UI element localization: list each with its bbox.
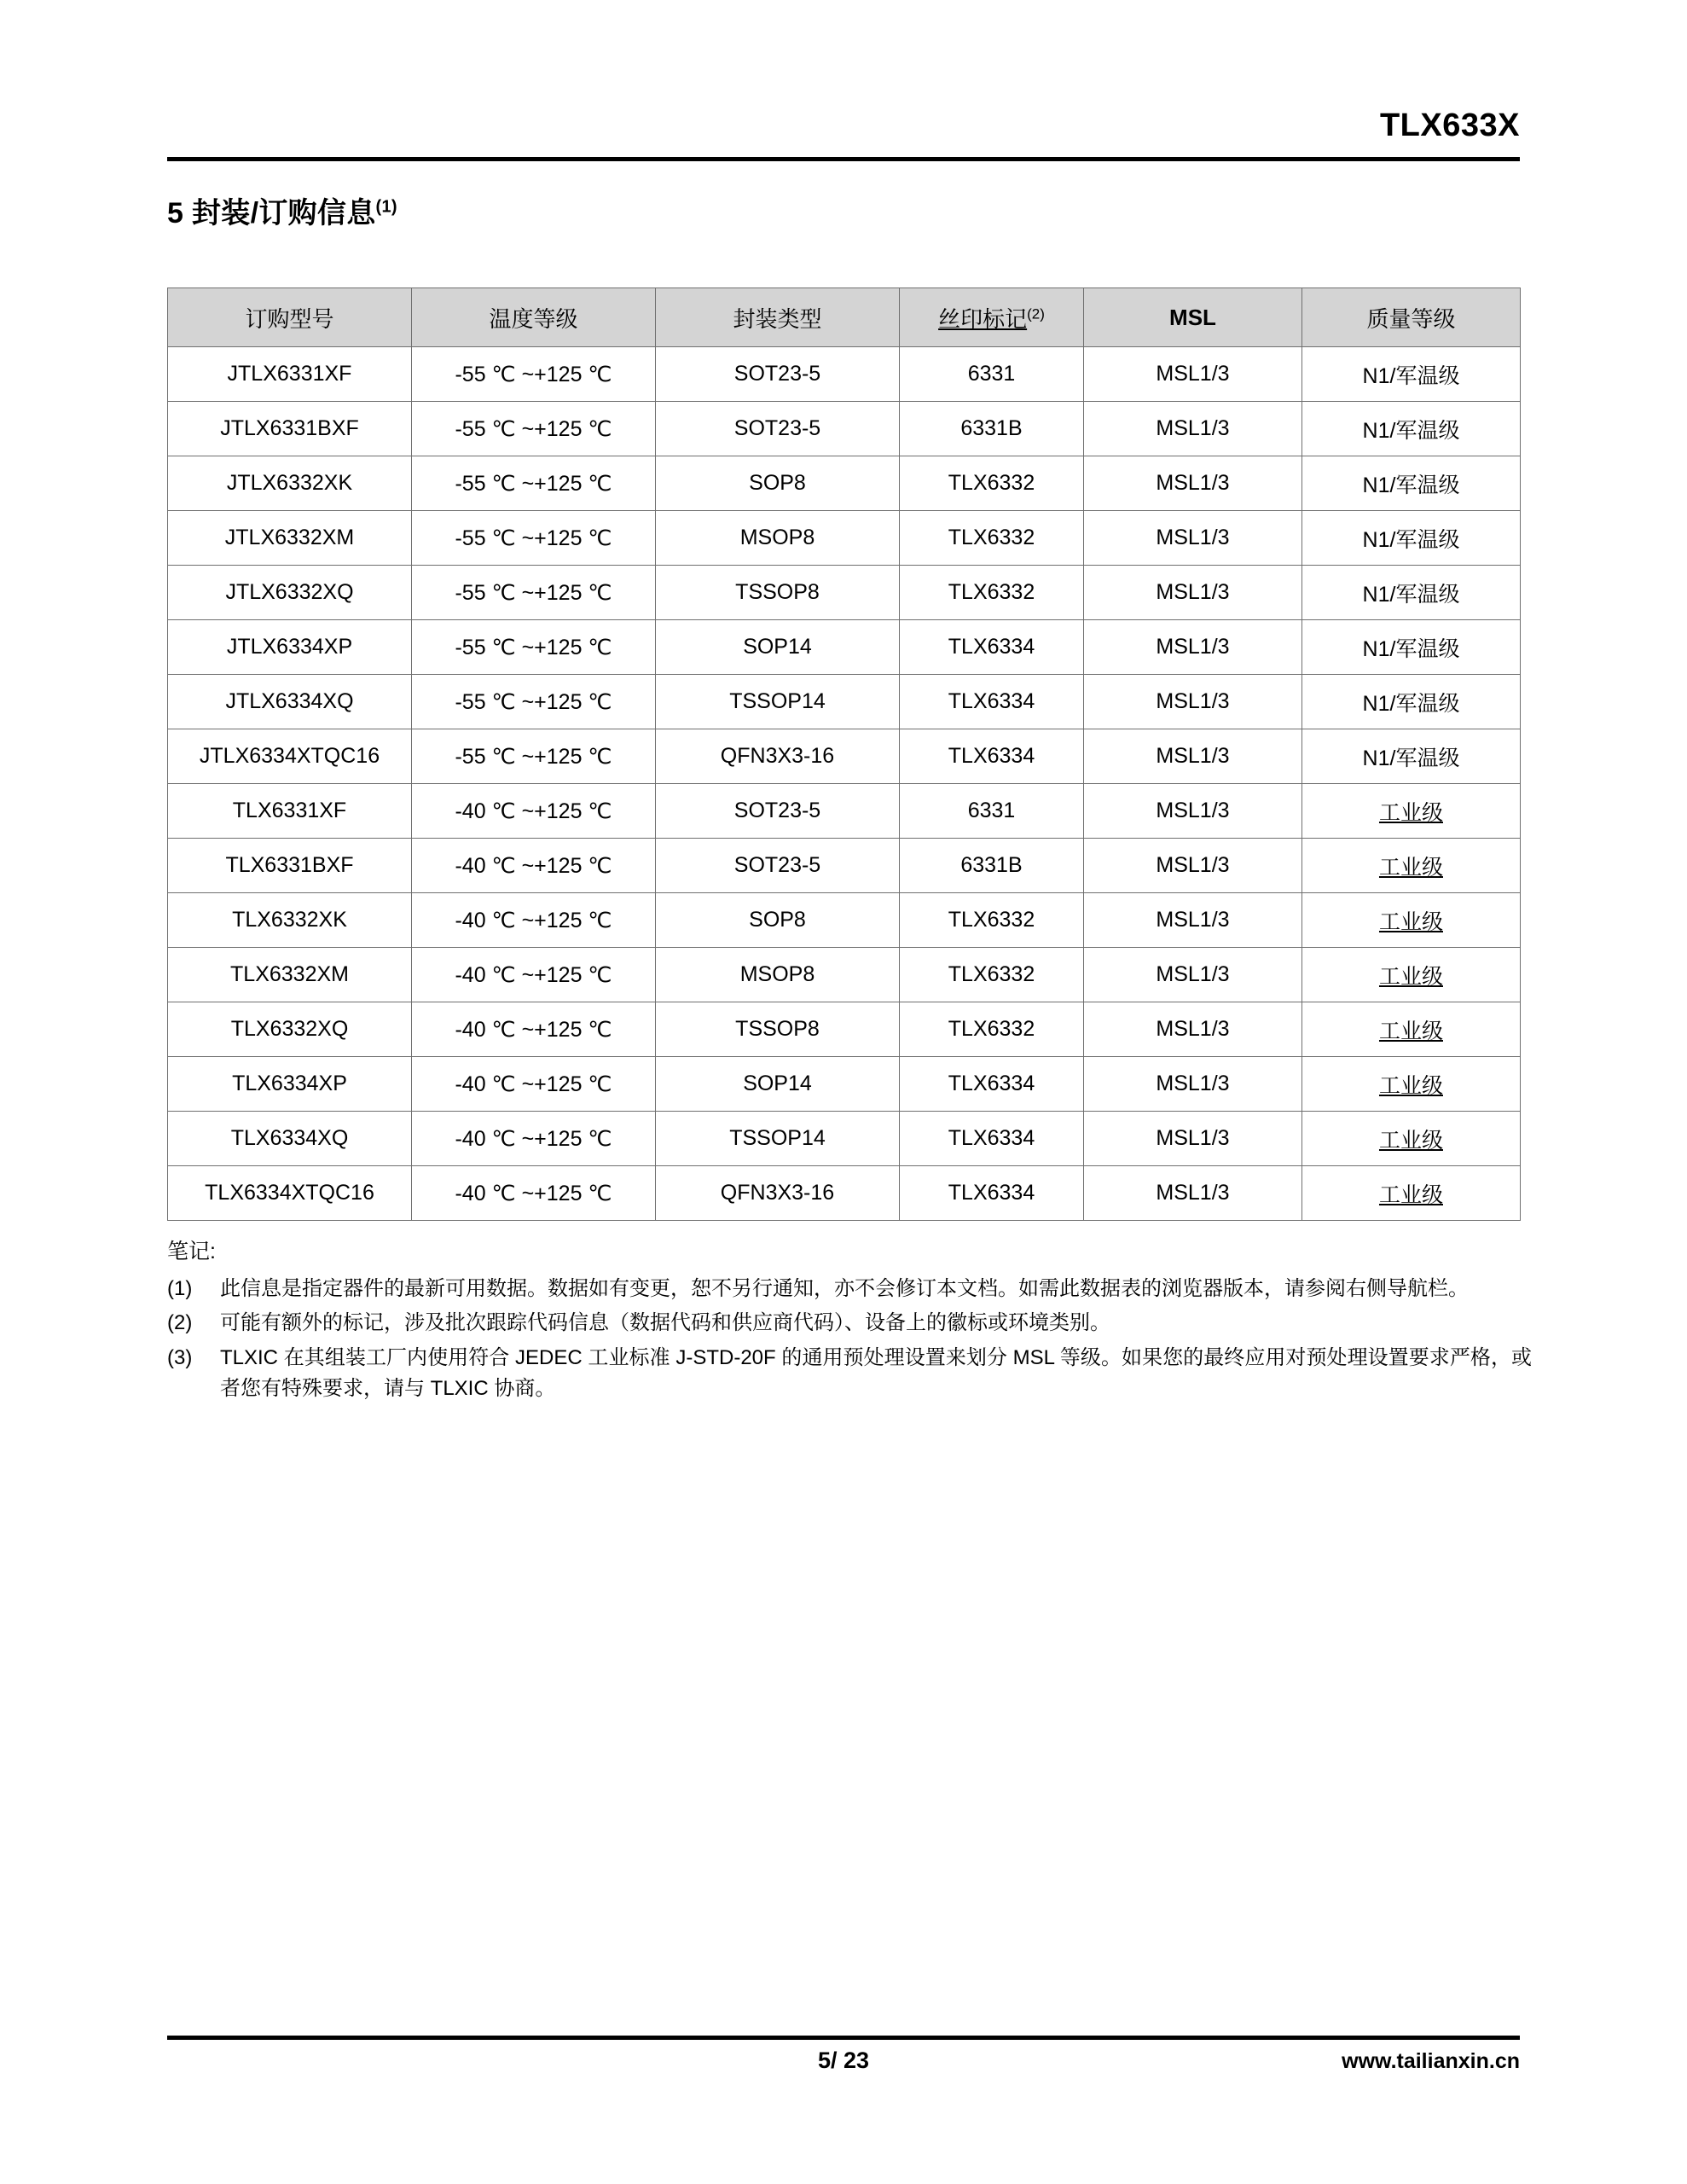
- cell-marking: TLX6334: [900, 1166, 1084, 1221]
- cell-quality-grade: N1/军温级: [1302, 456, 1521, 511]
- cell-quality-grade: N1/军温级: [1302, 402, 1521, 456]
- cell-package-type: TSSOP8: [656, 1002, 900, 1057]
- cell-order-number: TLX6332XM: [168, 948, 412, 1002]
- header-device-title: TLX633X: [1379, 107, 1520, 143]
- table-row: [168, 1057, 1521, 1112]
- quality-grade-underlined: 工业级: [1378, 1182, 1443, 1207]
- cell-msl: MSL1/3: [1084, 1057, 1302, 1112]
- cell-temperature-grade: -55 ℃ ~+125 ℃: [412, 456, 656, 511]
- cell-quality-grade: [1302, 1057, 1521, 1112]
- cell-quality-grade: N1/军温级: [1302, 566, 1521, 620]
- quality-grade-underlined: 工业级: [1378, 1019, 1443, 1043]
- cell-package-type: MSOP8: [656, 948, 900, 1002]
- cell-msl: MSL1/3: [1084, 893, 1302, 948]
- cell-order-number: JTLX6332XK: [168, 456, 412, 511]
- cell-order-number: TLX6332XQ: [168, 1002, 412, 1057]
- cell-package-type: SOP8: [656, 893, 900, 948]
- page-footer: [167, 2048, 1520, 2082]
- cell-order-number: JTLX6332XQ: [168, 566, 412, 620]
- cell-msl: MSL1/3: [1084, 511, 1302, 566]
- cell-quality-grade: [1302, 1166, 1521, 1221]
- header-divider: [167, 157, 1520, 161]
- cell-marking: TLX6334: [900, 729, 1084, 784]
- cell-temperature-grade: -55 ℃ ~+125 ℃: [412, 620, 656, 675]
- column-header-quality-grade: 质量等级: [1302, 288, 1521, 347]
- cell-msl: MSL1/3: [1084, 1002, 1302, 1057]
- cell-quality-grade: N1/军温级: [1302, 511, 1521, 566]
- table-row: [168, 1002, 1521, 1057]
- quality-grade-underlined: 工业级: [1378, 909, 1443, 934]
- note-number: (1): [167, 1277, 193, 1300]
- cell-order-number: JTLX6334XQ: [168, 675, 412, 729]
- cell-msl: MSL1/3: [1084, 948, 1302, 1002]
- table-row: [168, 1112, 1521, 1166]
- quality-grade-underlined: 工业级: [1378, 1128, 1443, 1153]
- cell-quality-grade: N1/军温级: [1302, 347, 1521, 402]
- table-row: [168, 566, 1521, 620]
- cell-marking: TLX6332: [900, 948, 1084, 1002]
- cell-temperature-grade: -40 ℃ ~+125 ℃: [412, 1166, 656, 1221]
- note-text: TLXIC 在其组装工厂内使用符合 JEDEC 工业标准 J-STD-20F 的通用预处理设置来划分 MSL 等级。如果您的最终应用对预处理设置要求严格，或者您有特殊要求，请与 TLXIC 协商。: [220, 1345, 1532, 1401]
- cell-quality-grade: [1302, 893, 1521, 948]
- note-item: [167, 1343, 1532, 1405]
- cell-quality-grade: [1302, 948, 1521, 1002]
- ordering-information-table: [167, 288, 1521, 1221]
- cell-msl: MSL1/3: [1084, 402, 1302, 456]
- quality-grade-underlined: 工业级: [1378, 1073, 1443, 1098]
- cell-temperature-grade: -55 ℃ ~+125 ℃: [412, 675, 656, 729]
- cell-msl: MSL1/3: [1084, 566, 1302, 620]
- note-item: [167, 1274, 1532, 1304]
- cell-msl: MSL1/3: [1084, 456, 1302, 511]
- cell-msl: MSL1/3: [1084, 1112, 1302, 1166]
- note-text: 可能有额外的标记，涉及批次跟踪代码信息（数据代码和供应商代码）、设备上的徽标或环境类别。: [220, 1311, 1110, 1335]
- cell-quality-grade: [1302, 784, 1521, 839]
- cell-marking: 6331: [900, 784, 1084, 839]
- cell-order-number: JTLX6331XF: [168, 347, 412, 402]
- cell-order-number: TLX6331XF: [168, 784, 412, 839]
- quality-grade-underlined: 工业级: [1378, 855, 1443, 880]
- table-row: [168, 675, 1521, 729]
- cell-package-type: QFN3X3-16: [656, 729, 900, 784]
- cell-package-type: SOP14: [656, 1057, 900, 1112]
- cell-marking: 6331: [900, 347, 1084, 402]
- cell-package-type: TSSOP14: [656, 675, 900, 729]
- quality-grade-underlined: 工业级: [1378, 964, 1443, 989]
- cell-marking: 6331B: [900, 839, 1084, 893]
- cell-msl: MSL1/3: [1084, 839, 1302, 893]
- table-row: [168, 456, 1521, 511]
- cell-msl: MSL1/3: [1084, 1166, 1302, 1221]
- cell-marking: TLX6334: [900, 1112, 1084, 1166]
- cell-temperature-grade: -40 ℃ ~+125 ℃: [412, 839, 656, 893]
- table-header: [168, 288, 1521, 347]
- cell-msl: MSL1/3: [1084, 347, 1302, 402]
- cell-msl: MSL1/3: [1084, 729, 1302, 784]
- column-header-order-number: 订购型号: [168, 288, 412, 347]
- cell-quality-grade: N1/军温级: [1302, 729, 1521, 784]
- cell-quality-grade: N1/军温级: [1302, 620, 1521, 675]
- cell-marking: TLX6332: [900, 511, 1084, 566]
- cell-temperature-grade: -55 ℃ ~+125 ℃: [412, 566, 656, 620]
- cell-marking: TLX6334: [900, 1057, 1084, 1112]
- cell-package-type: TSSOP14: [656, 1112, 900, 1166]
- table-row: [168, 839, 1521, 893]
- cell-package-type: TSSOP8: [656, 566, 900, 620]
- cell-quality-grade: [1302, 839, 1521, 893]
- cell-temperature-grade: -55 ℃ ~+125 ℃: [412, 402, 656, 456]
- page-header: [167, 109, 1520, 142]
- cell-msl: MSL1/3: [1084, 620, 1302, 675]
- cell-package-type: SOT23-5: [656, 784, 900, 839]
- notes-title: 笔记:: [167, 1240, 216, 1263]
- table-row: [168, 511, 1521, 566]
- notes-block: [167, 1235, 1532, 1409]
- table-row: [168, 347, 1521, 402]
- table-row: [168, 784, 1521, 839]
- cell-package-type: SOP8: [656, 456, 900, 511]
- column-header-marking: 丝印标记$^{(2)}$: [900, 288, 1084, 347]
- cell-package-type: SOT23-5: [656, 347, 900, 402]
- footer-divider: [167, 2036, 1520, 2040]
- cell-marking: TLX6332: [900, 1002, 1084, 1057]
- table-row: [168, 729, 1521, 784]
- quality-grade-underlined: 工业级: [1378, 800, 1443, 825]
- cell-temperature-grade: -40 ℃ ~+125 ℃: [412, 1002, 656, 1057]
- table-row: [168, 948, 1521, 1002]
- section-footnote-marker: (1): [375, 197, 397, 217]
- cell-marking: TLX6332: [900, 566, 1084, 620]
- cell-temperature-grade: -40 ℃ ~+125 ℃: [412, 948, 656, 1002]
- column-header-temperature-grade: 温度等级: [412, 288, 656, 347]
- note-item: [167, 1308, 1532, 1339]
- table-row: [168, 1166, 1521, 1221]
- table-row: [168, 893, 1521, 948]
- cell-order-number: JTLX6332XM: [168, 511, 412, 566]
- cell-order-number: TLX6334XP: [168, 1057, 412, 1112]
- section-heading: [167, 189, 397, 231]
- cell-marking: TLX6332: [900, 893, 1084, 948]
- note-number: (3): [167, 1345, 193, 1369]
- footer-page-number: 5/ 23: [817, 2048, 870, 2073]
- cell-marking: 6331B: [900, 402, 1084, 456]
- cell-msl: MSL1/3: [1084, 675, 1302, 729]
- column-header-msl: MSL: [1084, 288, 1302, 347]
- cell-order-number: TLX6334XQ: [168, 1112, 412, 1166]
- cell-msl: MSL1/3: [1084, 784, 1302, 839]
- cell-quality-grade: N1/军温级: [1302, 675, 1521, 729]
- cell-package-type: SOP14: [656, 620, 900, 675]
- cell-marking: TLX6334: [900, 675, 1084, 729]
- note-number: (2): [167, 1311, 193, 1335]
- cell-package-type: SOT23-5: [656, 839, 900, 893]
- cell-order-number: JTLX6334XTQC16: [168, 729, 412, 784]
- ordering-information-table-wrapper: [167, 288, 1520, 1221]
- cell-order-number: TLX6334XTQC16: [168, 1166, 412, 1221]
- cell-temperature-grade: -55 ℃ ~+125 ℃: [412, 511, 656, 566]
- cell-temperature-grade: -40 ℃ ~+125 ℃: [412, 1112, 656, 1166]
- cell-order-number: TLX6331BXF: [168, 839, 412, 893]
- cell-marking: TLX6332: [900, 456, 1084, 511]
- cell-order-number: JTLX6331BXF: [168, 402, 412, 456]
- cell-package-type: SOT23-5: [656, 402, 900, 456]
- cell-quality-grade: [1302, 1112, 1521, 1166]
- cell-temperature-grade: -40 ℃ ~+125 ℃: [412, 893, 656, 948]
- cell-order-number: JTLX6334XP: [168, 620, 412, 675]
- cell-temperature-grade: -40 ℃ ~+125 ℃: [412, 784, 656, 839]
- cell-package-type: MSOP8: [656, 511, 900, 566]
- cell-order-number: TLX6332XK: [168, 893, 412, 948]
- table-body: [168, 347, 1521, 1221]
- section-title: 封装/订购信息: [191, 197, 376, 229]
- note-text: 此信息是指定器件的最新可用数据。数据如有变更，恕不另行通知，亦不会修订本文档。如需此数据表的浏览器版本，请参阅右侧导航栏。: [220, 1277, 1469, 1300]
- cell-package-type: QFN3X3-16: [656, 1166, 900, 1221]
- section-number: 5: [167, 197, 184, 229]
- table-row: [168, 620, 1521, 675]
- table-row: [168, 402, 1521, 456]
- table-header-row: [168, 288, 1521, 347]
- cell-marking: TLX6334: [900, 620, 1084, 675]
- cell-temperature-grade: -55 ℃ ~+125 ℃: [412, 729, 656, 784]
- cell-temperature-grade: -55 ℃ ~+125 ℃: [412, 347, 656, 402]
- footer-website: www.tailianxin.cn: [1342, 2049, 1520, 2073]
- cell-quality-grade: [1302, 1002, 1521, 1057]
- column-header-package-type: 封装类型: [656, 288, 900, 347]
- cell-temperature-grade: -40 ℃ ~+125 ℃: [412, 1057, 656, 1112]
